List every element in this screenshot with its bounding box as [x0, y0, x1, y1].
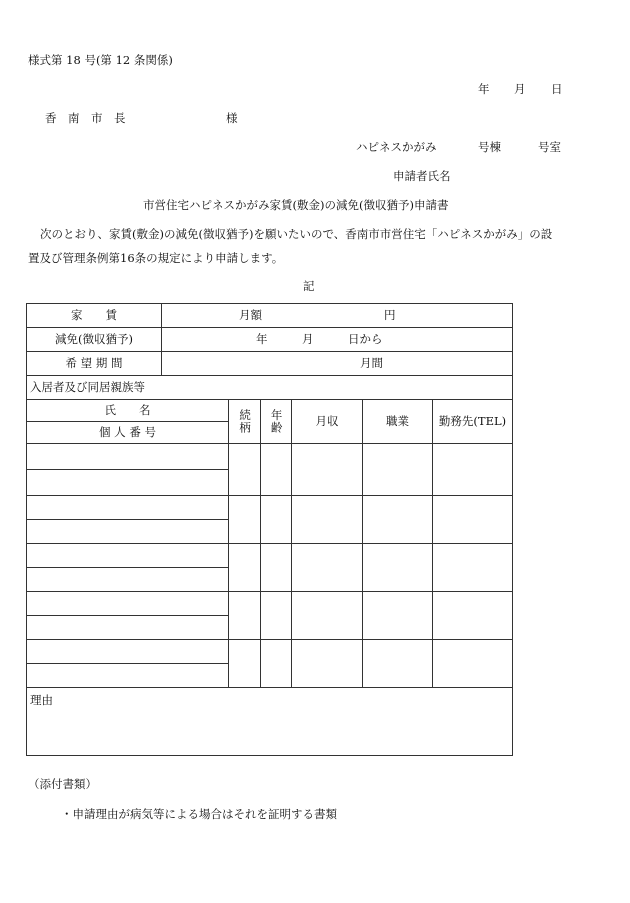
- resident-workplace-field[interactable]: [433, 444, 513, 496]
- resident-workplace-field[interactable]: [433, 496, 513, 544]
- applicant-label: 申請者氏名: [393, 169, 451, 183]
- resident-id-number-field[interactable]: [27, 568, 229, 592]
- resident-relation-field[interactable]: [229, 592, 261, 640]
- resident-age-field[interactable]: [261, 544, 292, 592]
- housing-name: ハピネスかがみ: [356, 140, 437, 154]
- ki-label: 記: [303, 279, 315, 293]
- resident-workplace-field[interactable]: [433, 640, 513, 688]
- resident-relation-field[interactable]: [229, 496, 261, 544]
- document-title: 市営住宅ハピネスかがみ家賃(敷金)の減免(徴収猶予)申請書: [143, 198, 449, 212]
- period-label: 希 望 期 間: [27, 352, 162, 376]
- id-header: 個 人 番 号: [27, 422, 229, 444]
- resident-income-field[interactable]: [292, 640, 363, 688]
- date-year: 年: [478, 82, 490, 96]
- resident-name-field[interactable]: [27, 544, 229, 568]
- resident-relation-field[interactable]: [229, 640, 261, 688]
- relation-header: 続柄: [229, 400, 261, 444]
- job-header: 職業: [363, 400, 433, 444]
- resident-relation-field[interactable]: [229, 444, 261, 496]
- resident-income-field[interactable]: [292, 444, 363, 496]
- resident-job-field[interactable]: [363, 444, 433, 496]
- residents-label: 入居者及び同居親族等: [27, 376, 513, 400]
- resident-id-number-field[interactable]: [27, 520, 229, 544]
- resident-income-field[interactable]: [292, 496, 363, 544]
- yen-label: 円: [384, 307, 396, 322]
- name-header: 氏 名: [27, 400, 229, 422]
- resident-name-field[interactable]: [27, 496, 229, 520]
- reduction-value: 年 月 日から: [162, 328, 513, 352]
- resident-name-field[interactable]: [27, 444, 229, 470]
- resident-job-field[interactable]: [363, 496, 433, 544]
- resident-age-field[interactable]: [261, 592, 292, 640]
- resident-id-number-field[interactable]: [27, 470, 229, 496]
- addressee-honorific: 様: [226, 111, 238, 125]
- resident-name-field[interactable]: [27, 640, 229, 664]
- resident-job-field[interactable]: [363, 640, 433, 688]
- housing-building: 号棟: [478, 140, 501, 154]
- income-header: 月収: [292, 400, 363, 444]
- form-number: 様式第 18 号(第 12 条関係): [28, 53, 173, 67]
- resident-age-field[interactable]: [261, 444, 292, 496]
- resident-id-number-field[interactable]: [27, 616, 229, 640]
- resident-workplace-field[interactable]: [433, 592, 513, 640]
- rent-label: 家 賃: [27, 304, 162, 328]
- resident-workplace-field[interactable]: [433, 544, 513, 592]
- residents-table: [26, 399, 513, 756]
- resident-job-field[interactable]: [363, 544, 433, 592]
- attachments-label: （添付書類）: [28, 777, 97, 791]
- resident-age-field[interactable]: [261, 496, 292, 544]
- age-header: 年齢: [261, 400, 292, 444]
- reason-field[interactable]: [27, 688, 513, 756]
- body-text-line2: 置及び管理条例第16条の規定により申請します。: [28, 251, 284, 265]
- date-day: 日: [551, 82, 563, 96]
- workplace-header: 勤務先(TEL): [433, 400, 513, 444]
- rent-table: [26, 303, 513, 400]
- resident-age-field[interactable]: [261, 640, 292, 688]
- monthly-label: 月額: [239, 307, 262, 322]
- resident-relation-field[interactable]: [229, 544, 261, 592]
- rent-amount-cell: [162, 304, 513, 328]
- resident-name-field[interactable]: [27, 592, 229, 616]
- resident-job-field[interactable]: [363, 592, 433, 640]
- reason-label: 理由: [30, 693, 53, 707]
- resident-income-field[interactable]: [292, 592, 363, 640]
- reduction-label: 減免(徴収猶予): [27, 328, 162, 352]
- addressee-name: 香 南 市 長: [45, 111, 126, 125]
- resident-id-number-field[interactable]: [27, 664, 229, 688]
- period-value: 月間: [162, 352, 513, 376]
- body-text-line1: 次のとおり、家賃(敷金)の減免(徴収猶予)を願いたいので、香南市市営住宅「ハピネスかがみ」の設: [40, 227, 553, 241]
- resident-income-field[interactable]: [292, 544, 363, 592]
- housing-room: 号室: [538, 140, 561, 154]
- attachment-item: ・申請理由が病気等による場合はそれを証明する書類: [61, 807, 337, 821]
- date-month: 月: [514, 82, 526, 96]
